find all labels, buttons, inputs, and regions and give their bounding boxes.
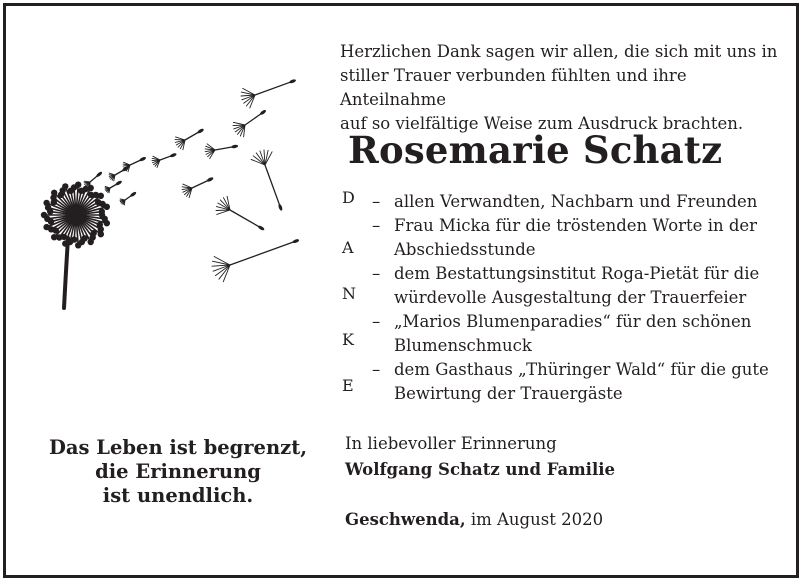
thanks-line: dem Gasthaus „Thüringer Wald“ für die gute [394, 360, 769, 379]
thanks-line: Blumenschmuck [394, 336, 532, 355]
dandelion-seed-icon [182, 177, 214, 198]
intro-line: stiller Trauer verbunden fühlten und ihre Anteilnahme [340, 66, 687, 109]
thanks-item [372, 310, 792, 358]
dandelion-seed-icon [233, 109, 267, 137]
dandelion-seed-icon [241, 79, 296, 108]
dandelion-seed-icon [152, 152, 177, 167]
danke-letter: D [342, 188, 355, 207]
place-date [345, 508, 603, 532]
thanks-line: würdevolle Ausgestaltung der Trauerfeier [394, 288, 747, 307]
intro-line: auf so vielfältige Weise zum Ausdruck brachten. [340, 114, 744, 133]
danke-letter: E [342, 376, 354, 395]
dandelion-seed-icon [205, 144, 238, 159]
thanks-line: dem Bestattungsinstitut Roga-Pietät für die [394, 264, 760, 283]
intro-line: Herzlichen Dank sagen wir allen, die sich mit uns in [340, 42, 778, 61]
quote-line: die Erinnerung [95, 460, 261, 483]
dash-mark: – [372, 312, 381, 331]
thanks-list [372, 190, 792, 406]
dandelion-seed-icon [84, 171, 103, 188]
memory-line: In liebevoller Erinnerung [345, 434, 557, 453]
dandelion-seed-icon [175, 128, 204, 150]
thanks-line: „Marios Blumenparadies“ für den schönen [394, 312, 752, 331]
danke-letter: K [342, 330, 354, 349]
danke-letter: N [342, 284, 356, 303]
danke-letter: A [342, 238, 354, 257]
place-name: Geschwenda, [345, 510, 466, 529]
dandelion-seed-icon [216, 196, 265, 231]
thanks-line: allen Verwandten, Nachbarn und Freunden [394, 192, 758, 211]
signer-name: Wolfgang Schatz und Familie [345, 460, 615, 479]
dash-mark: – [372, 360, 381, 379]
dandelion-seed-icon [120, 191, 137, 205]
dash-mark: – [372, 216, 381, 235]
thanks-line: Frau Micka für die tröstenden Worte in der [394, 216, 758, 235]
thanks-line: Bewirtung der Trauergäste [394, 384, 623, 403]
dash-mark: – [372, 192, 381, 211]
dash-mark: – [372, 264, 381, 283]
dandelion-seed-icon [105, 180, 123, 193]
dandelion-seed-icon [251, 150, 283, 211]
deceased-name: Rosemarie Schatz [348, 128, 723, 172]
thanks-line: Abschiedsstunde [394, 240, 536, 259]
quote-line: Das Leben ist begrenzt, [48, 436, 308, 459]
dandelion-icon [30, 70, 320, 320]
thanks-item [372, 214, 792, 262]
notice-date: im August 2020 [470, 510, 604, 529]
dandelion-seed-icon [212, 238, 300, 281]
thanks-item [372, 358, 792, 406]
quote-line: ist unendlich. [102, 484, 254, 507]
thanks-item [372, 190, 792, 214]
thanks-item [372, 262, 792, 310]
memorial-quote [40, 436, 316, 508]
intro-text [340, 40, 780, 136]
